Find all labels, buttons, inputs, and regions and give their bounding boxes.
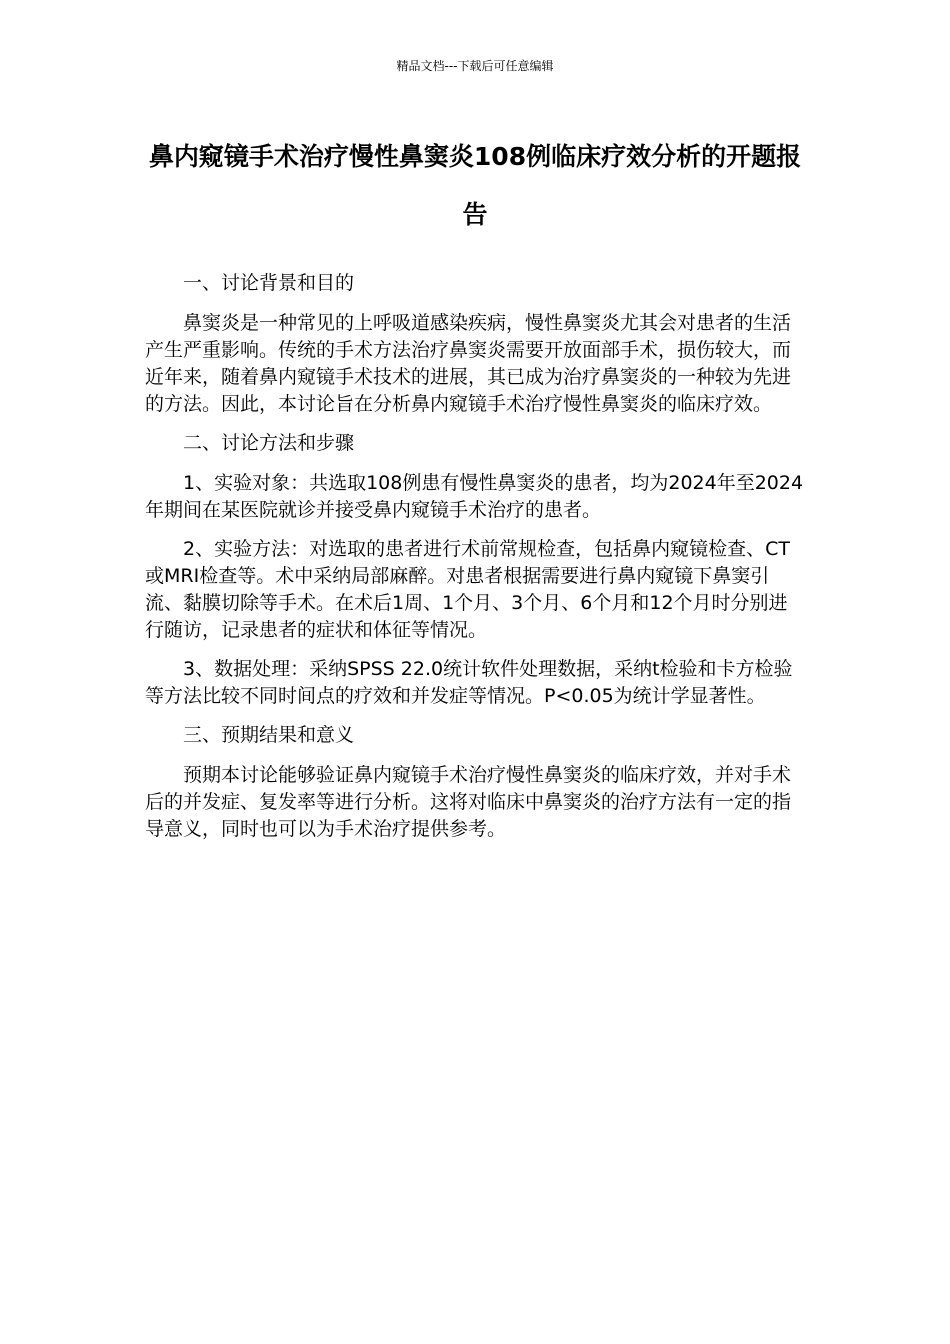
paragraph-data-processing: 3、数据处理：采纳SPSS 22.0统计软件处理数据，采纳t检验和卡方检验等方法比较不同时间点的疗效和并发症等情况。P<0.05为统计学显著性。 xyxy=(145,658,793,707)
paragraph-expected: 预期本讨论能够验证鼻内窥镜手术治疗慢性鼻窦炎的临床疗效，并对手术后的并发症、复发率等进行分析。这将对临床中鼻窦炎的治疗方法有一定的指导意义，同时也可以为手术治疗提供参考。 xyxy=(145,764,792,840)
document-body xyxy=(145,270,805,855)
paragraph-subjects: 1、实验对象：共选取108例患有慢性鼻窦炎的患者，均为2024年至2024年期间在某医院就诊并接受鼻内窥镜手术治疗的患者。 xyxy=(145,472,804,521)
section-heading-methods: 二、讨论方法和步骤 xyxy=(183,432,355,454)
paragraph-background: 鼻窦炎是一种常见的上呼吸道感染疾病，慢性鼻窦炎尤其会对患者的生活产生严重影响。传统的手术方法治疗鼻窦炎需要开放面部手术，损伤较大，而近年来，随着鼻内窥镜手术技术的进展，其已成为治疗鼻窦炎的一种较为先进的方法。因此，本讨论旨在分析鼻内窥镜手术治疗慢性鼻窦炎的临床疗效。 xyxy=(145,312,792,415)
header-note: 精品文档---下载后可任意编辑 xyxy=(396,59,554,73)
paragraph-methods: 2、实验方法：对选取的患者进行术前常规检查，包括鼻内窥镜检查、CT或MRI检查等。术中采纳局部麻醉。对患者根据需要进行鼻内窥镜下鼻窦引流、黏膜切除等手术。在术后1周、1个月、3个月、6个月和12个月时分别进行随访，记录患者的症状和体征等情况。 xyxy=(145,538,790,641)
section-heading-expected: 三、预期结果和意义 xyxy=(183,724,355,746)
section-heading-background: 一、讨论背景和目的 xyxy=(183,272,355,294)
document-title: 鼻内窥镜手术治疗慢性鼻窦炎108例临床疗效分析的开题报告 xyxy=(148,142,802,229)
